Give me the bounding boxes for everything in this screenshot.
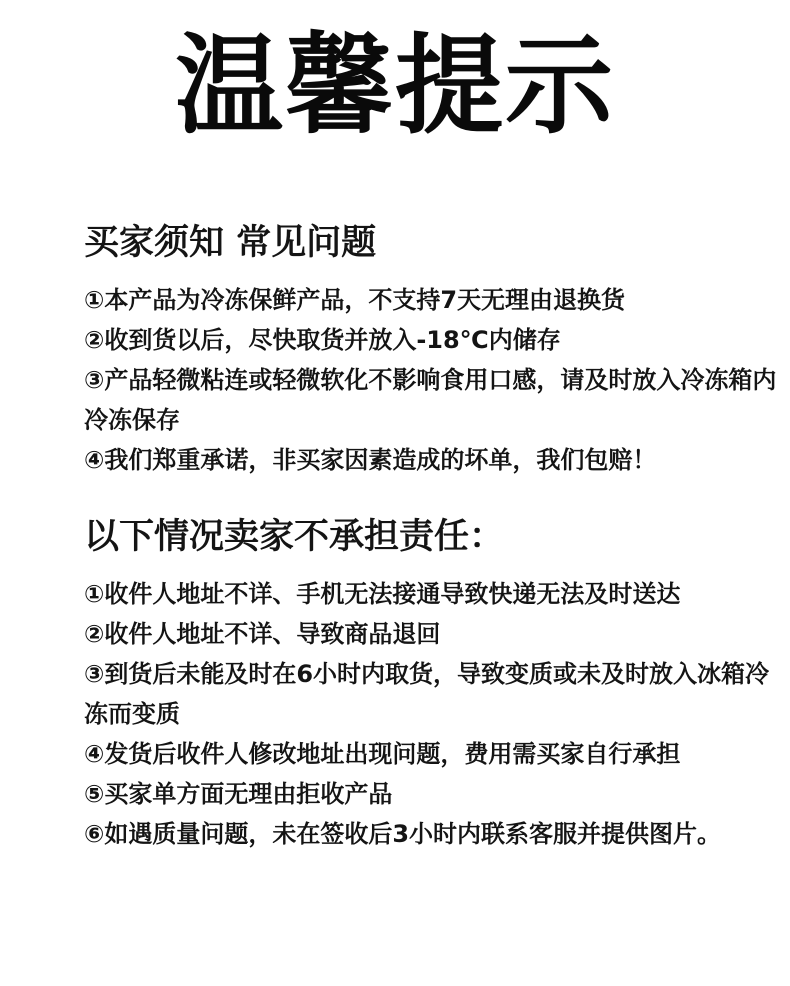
seller-disclaimer-item-6: ⑥如遇质量问题，未在签收后3小时内联系客服并提供图片。 bbox=[84, 820, 722, 848]
buyer-notice-section bbox=[84, 218, 784, 480]
seller-disclaimer-item-2: ②收件人地址不详、导致商品退回 bbox=[84, 620, 441, 648]
seller-disclaimer-list bbox=[84, 574, 784, 854]
buyer-notice-item-2: ②收到货以后，尽快取货并放入-18℃内储存 bbox=[84, 326, 561, 354]
buyer-notice-item-4: ④我们郑重承诺，非买家因素造成的坏单，我们包赔！ bbox=[84, 446, 657, 474]
seller-disclaimer-section bbox=[84, 512, 784, 854]
seller-disclaimer-heading: 以下情况卖家不承担责任： bbox=[84, 517, 505, 557]
seller-disclaimer-item-5: ⑤买家单方面无理由拒收产品 bbox=[84, 780, 393, 808]
page-title: 温馨提示 bbox=[174, 24, 615, 149]
seller-disclaimer-item-3: ③到货后未能及时在6小时内取货，导致变质或未及时放入冰箱冷冻而变质 bbox=[84, 660, 770, 728]
seller-disclaimer-item-4: ④发货后收件人修改地址出现问题，费用需买家自行承担 bbox=[84, 740, 681, 768]
buyer-notice-heading: 买家须知 常见问题 bbox=[84, 223, 377, 263]
buyer-notice-item-3: ③产品轻微粘连或轻微软化不影响食用口感，请及时放入冷冻箱内冷冻保存 bbox=[84, 366, 777, 434]
buyer-notice-item-1: ①本产品为冷冻保鲜产品，不支持7天无理由退换货 bbox=[84, 286, 626, 314]
seller-disclaimer-item-1: ①收件人地址不详、手机无法接通导致快递无法及时送达 bbox=[84, 580, 681, 608]
buyer-notice-list bbox=[84, 280, 784, 480]
